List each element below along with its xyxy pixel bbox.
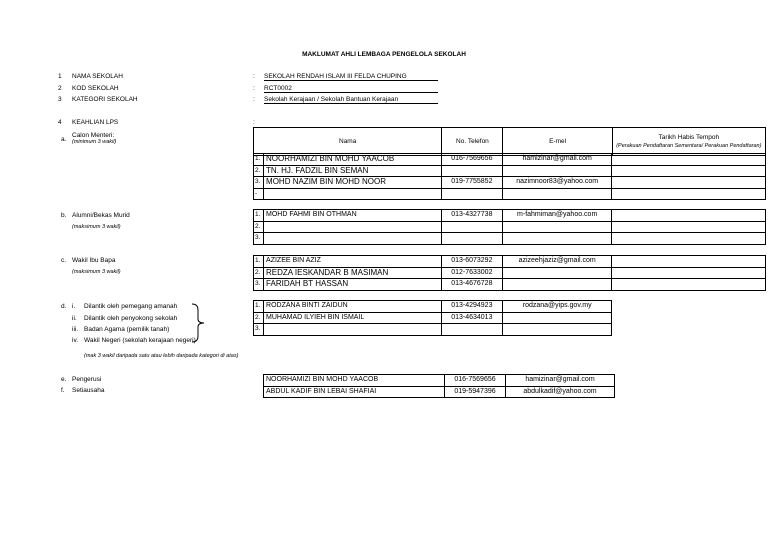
nama-cell (264, 324, 442, 336)
nama-cell: FARIDAH BT HASSAN (264, 279, 442, 291)
pengerusi-nama: NOORHAMIZI BIN MOHD YAACOB (264, 375, 445, 387)
section-d-table (253, 300, 766, 336)
table-row (264, 375, 615, 387)
tarikh-cell (612, 324, 766, 336)
telefon-cell: 013-6073292 (441, 256, 502, 268)
info-label-kod-sekolah: KOD SEKOLAH (72, 85, 119, 92)
table-row (254, 324, 766, 336)
header-telefon: No. Telefon (442, 128, 503, 156)
nama-cell: REDZA IESKANDAR B MASIMAN (264, 267, 442, 279)
tarikh-cell (612, 188, 766, 200)
emel-cell (502, 221, 611, 233)
section-a-table (253, 153, 766, 200)
section-d-item-num: ii. (72, 315, 77, 322)
telefon-cell (441, 233, 502, 245)
telefon-cell (441, 188, 502, 200)
tarikh-cell (612, 233, 766, 245)
nama-cell (264, 233, 442, 245)
tarikh-cell (612, 256, 766, 268)
table-row (264, 386, 615, 398)
emel-cell (502, 279, 611, 291)
row-number: 2. (254, 312, 264, 324)
telefon-cell: 013-4676728 (441, 279, 502, 291)
section-a-note: (minimum 3 wakil) (72, 139, 117, 145)
tarikh-cell (612, 301, 766, 313)
brace-icon (190, 302, 212, 344)
section-c-table (253, 255, 766, 291)
table-row (254, 301, 766, 313)
tarikh-cell (612, 221, 766, 233)
tarikh-cell (612, 267, 766, 279)
nama-cell: TN. HJ. FADZIL BIN SEMAN (264, 165, 442, 177)
nama-cell: MOHD NAZIM BIN MOHD NOOR (264, 177, 442, 189)
emel-cell (502, 324, 611, 336)
members-header-table (253, 127, 766, 156)
section-c-label: Wakil Ibu Bapa (72, 257, 116, 264)
telefon-cell: 013-4294923 (441, 301, 502, 313)
row-number: 2. (254, 165, 264, 177)
nama-cell: NOORHAMIZI BIN MOHD YAACOB (264, 154, 442, 166)
section-d-item-text: Wakil Negeri (sekolah kerajaan negeri) (84, 337, 196, 344)
emel-cell (502, 267, 611, 279)
setiausaha-nama: ABDUL KADIF BIN LEBAI SHAFIAI (264, 386, 445, 398)
telefon-cell: 012-7633002 (441, 267, 502, 279)
section-e-letter: e. (61, 376, 67, 383)
row-number: 1. (254, 256, 264, 268)
section-c-note: (maksimum 3 wakil) (72, 269, 121, 275)
nama-cell (264, 221, 442, 233)
emel-cell (502, 233, 611, 245)
header-tarikh (612, 128, 765, 156)
telefon-cell (441, 221, 502, 233)
emel-cell (502, 312, 611, 324)
section-b-letter: b. (61, 212, 67, 219)
telefon-cell: 013-4634013 (441, 312, 502, 324)
nama-cell: AZIZEE BIN AZIZ (264, 256, 442, 268)
emel-cell: nazimnoor83@yahoo.com (502, 177, 611, 189)
info-value-kategori: Sekolah Kerajaan / Sekolah Bantuan Kerajaan (264, 96, 438, 104)
section-f-label: Setiausaha (72, 387, 105, 394)
info-value-nama-sekolah: SEKOLAH RENDAH ISLAM III FELDA CHUPING (264, 73, 438, 81)
row-number: 1. (254, 301, 264, 313)
section-d-item-num: iv. (72, 337, 79, 344)
info-label-nama-sekolah: NAMA SEKOLAH (72, 73, 123, 80)
info-value-kod-sekolah: RCT0002 (264, 85, 438, 93)
telefon-cell: 019-7755852 (441, 177, 502, 189)
telefon-cell (441, 165, 502, 177)
info-no-4: 4 (58, 119, 62, 126)
info-no-2: 2 (58, 85, 62, 92)
emel-cell: rodzana@yips.gov.my (502, 301, 611, 313)
row-number: 1. (254, 210, 264, 222)
colon: : (253, 85, 255, 92)
row-number: 3. (254, 177, 264, 189)
section-b-note: (maksimum 3 wakil) (72, 224, 121, 230)
tarikh-cell (612, 312, 766, 324)
table-row (254, 210, 766, 222)
section-ef-table (263, 374, 615, 398)
section-a-label: Calon Menteri: (72, 132, 115, 139)
nama-cell: MOHD FAHMI BIN OTHMAN (264, 210, 442, 222)
colon: : (253, 73, 255, 80)
section-a-letter: a. (61, 136, 67, 143)
section-d-item-num: i. (72, 303, 76, 310)
section-f-letter: f. (61, 387, 65, 394)
section-d-item-num: iii. (72, 326, 79, 333)
nama-cell: MUHAMAD ILYIEH BIN ISMAIL (264, 312, 442, 324)
nama-cell (264, 188, 442, 200)
header-tarikh-label: Tarikh Habis Tempoh (658, 133, 720, 141)
row-number: 3. (254, 324, 264, 336)
tarikh-cell (612, 165, 766, 177)
table-row (254, 221, 766, 233)
section-b-table (253, 209, 766, 245)
section-d-note: (mak 3 wakil daripada satu atau lebih daripada kategori di atas) (84, 353, 239, 359)
table-row (254, 256, 766, 268)
row-number: 2. (254, 221, 264, 233)
setiausaha-telefon: 019-5947396 (445, 386, 506, 398)
tarikh-cell (612, 279, 766, 291)
emel-cell: m-fahmiman@yahoo.com (502, 210, 611, 222)
section-d-letter: d. (61, 303, 67, 310)
emel-cell (502, 188, 611, 200)
header-emel: E-mel (503, 128, 612, 156)
tarikh-cell (612, 177, 766, 189)
section-d-item-text: Dilantik oleh pemegang amanah (84, 303, 178, 310)
row-number: - (254, 188, 264, 200)
table-row (254, 279, 766, 291)
table-row (254, 154, 766, 166)
emel-cell: azizeehjaziz@gmail.com (502, 256, 611, 268)
row-number: 2. (254, 267, 264, 279)
emel-cell: hamizinar@gmail.com (502, 154, 611, 166)
page-title: MAKLUMAT AHLI LEMBAGA PENGELOLA SEKOLAH (302, 51, 466, 58)
table-row (254, 312, 766, 324)
table-row (254, 165, 766, 177)
tarikh-cell (612, 210, 766, 222)
nama-cell: RODZANA BINTI ZAIDUN (264, 301, 442, 313)
pengerusi-telefon: 016-7569656 (445, 375, 506, 387)
info-no-3: 3 (58, 96, 62, 103)
row-number: 3. (254, 279, 264, 291)
section-e-label: Pengerusi (72, 376, 102, 383)
keahlian-label: KEAHLIAN LPS (72, 119, 119, 126)
section-d-item-text: Badan Agama (pemilik tanah) (84, 326, 170, 333)
section-d-item-text: Dilantik oleh penyokong sekolah (84, 315, 178, 322)
info-label-kategori: KATEGORI SEKOLAH (72, 96, 138, 103)
header-tarikh-note: (Perakuan Pendaftaran Sementara/ Perakuan Pendaftaran) (616, 142, 762, 149)
row-number: 1. (254, 154, 264, 166)
table-row (254, 233, 766, 245)
row-number: 3. (254, 233, 264, 245)
colon: : (253, 96, 255, 103)
pengerusi-emel: hamizinar@gmail.com (506, 375, 615, 387)
table-row (254, 267, 766, 279)
telefon-cell: 013-4327738 (441, 210, 502, 222)
section-b-label: Alumni/Bekas Murid (72, 212, 130, 219)
table-row (254, 177, 766, 189)
section-c-letter: c. (61, 257, 67, 264)
setiausaha-emel: abdulkadif@yahoo.com (506, 386, 615, 398)
tarikh-cell (612, 154, 766, 166)
emel-cell (502, 165, 611, 177)
table-row (254, 188, 766, 200)
colon: : (253, 119, 255, 126)
telefon-cell (441, 324, 502, 336)
header-nama: Nama (254, 128, 442, 156)
info-no-1: 1 (58, 73, 62, 80)
telefon-cell: 016-7569656 (441, 154, 502, 166)
